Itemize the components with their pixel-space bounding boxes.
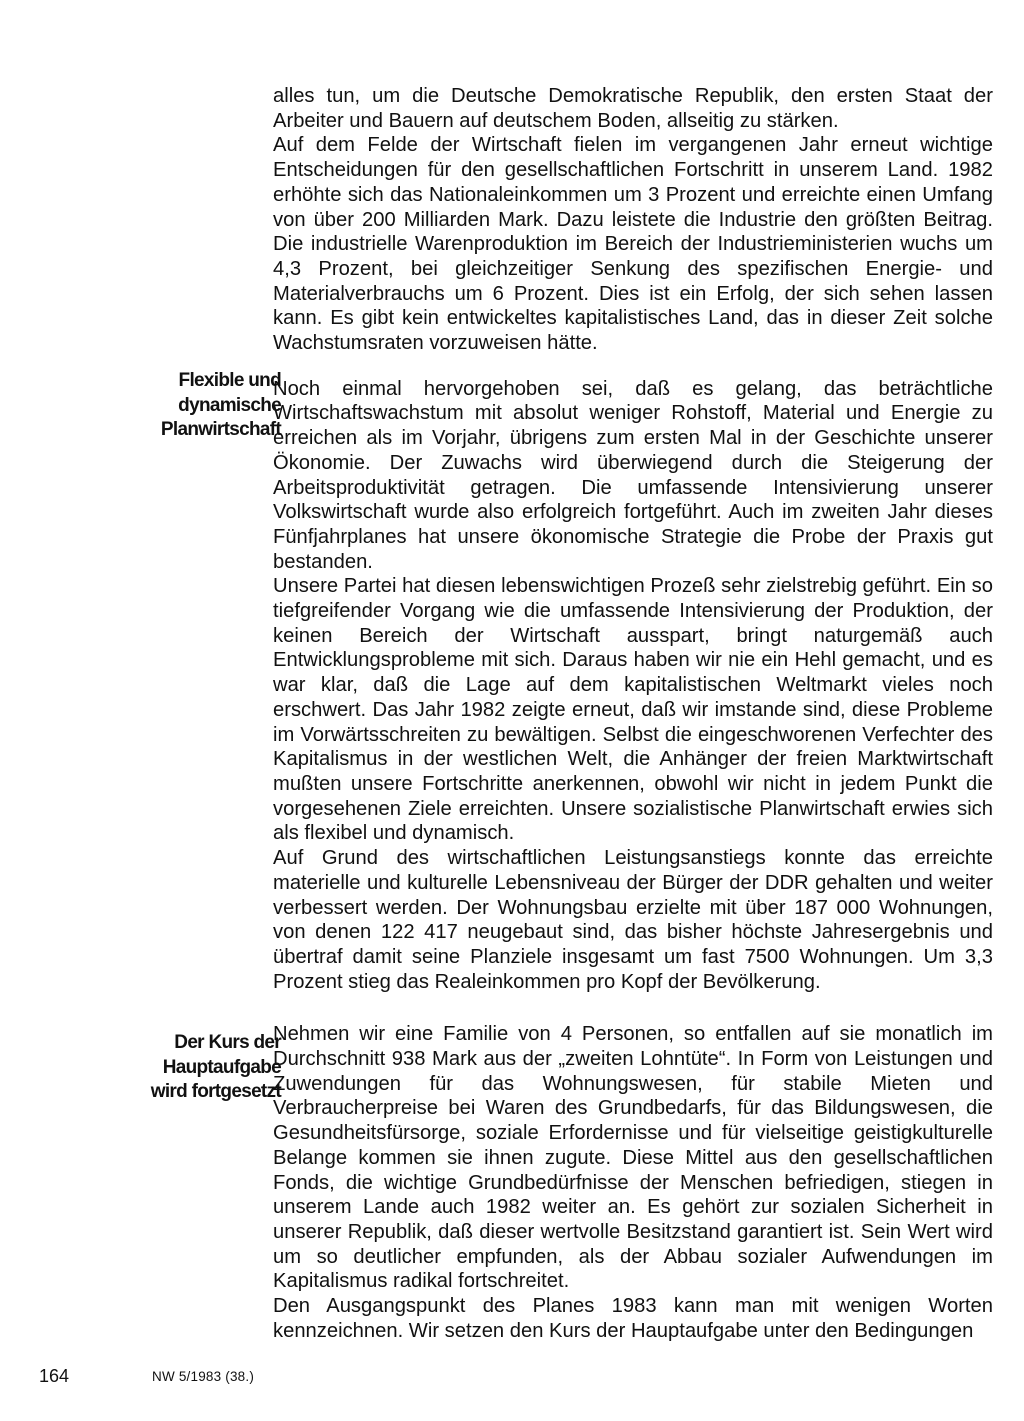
- paragraph: alles tun, um die Deutsche Demokratische Republik, den ersten Staat der Arbeiter und Bauern auf deutschem Boden, allseitig zu stärken.: [273, 85, 993, 132]
- paragraph: Noch einmal hervorgehoben sei, daß es gelang, das beträchtliche Wirtschaftswachstum mit absolut weniger Rohstoff, Material und Energie zu erreichen als im Vorjahr, übrigens zum ersten Mal in der Geschichte unserer Ökonomie. Der Zuwachs wird überwiegend durch die Steigerung der Arbeitsproduktivität getragen. Die umfassende Intensivierung unserer Volkswirtschaft wurde also erfolgreich fortgeführt. Auch im zweiten Jahr dieses Fünfjahrplanes hat unsere ökonomische Strategie die Probe der Praxis gut bestanden.: [273, 377, 993, 573]
- paragraph: Auf Grund des wirtschaftlichen Leistungsanstiegs konnte das erreichte materielle und kulturelle Lebensniveau der Bürger der DDR gehalten und weiter verbessert werden. Der Wohnungsbau erzielte mit über 187 000 Wohnungen, von denen 122 417 neugebaut sind, das bisher höchste Jahresergebnis und übertraf damit seine Planziele insgesamt um fast 7500 Wohnungen. Um 3,3 Prozent stieg das Realeinkommen pro Kopf der Bevölkerung.: [273, 847, 993, 993]
- marginal-heading-flexible-planwirtschaft: Flexible und dynamische Planwirtschaft: [160, 370, 281, 440]
- page-footer: [0, 1366, 1024, 1396]
- text-section-2: [273, 377, 993, 995]
- marginal-heading-kurs-hauptaufgabe: Der Kurs der Hauptaufgabe wird fortgesetzt: [150, 1032, 281, 1102]
- paragraph: Nehmen wir eine Familie von 4 Personen, so entfallen auf sie monatlich im Durchschnitt 938 Mark aus der „zweiten Lohntüte“. In Form von Leistungen und Zuwendungen für das Wohnungswesen, für stabile Mieten und Verbraucherpreise bei Waren des Grundbedarfs, für das Bildungswesen, die Gesundheitsfürsorge, soziale Erfordernisse und für vielseitige geistigkulturelle Belange kommen sie ihnen zugute. Diese Mittel aus den gesellschaftlichen Fonds, die wichtige Grundbedürfnisse der Menschen befriedigen, stiegen in unserem Lande auch 1982 weiter an. Es gehört zur sozialen Sicherheit in unserer Republik, daß dieser wertvolle Besitzstand garantiert ist. Sein Wert wird um so deutlicher empfunden, als der Abbau sozialer Aufwendungen im Kapitalismus radikal fortschreitet.: [273, 1023, 993, 1293]
- paragraph: Unsere Partei hat diesen lebenswichtigen Prozeß sehr zielstrebig geführt. Ein so tiefgreifender Vorgang wie die umfassende Intensivierung der Produktion, der keinen Bereich der Wirtschaft ausspart, bringt naturgemäß auch Entwicklungsprobleme mit sich. Daraus haben wir nie ein Hehl gemacht, und es war klar, daß die Lage auf dem kapitalistischen Weltmarkt vieles noch erschwert. Das Jahr 1982 zeigte erneut, daß wir imstande sind, diese Probleme im Vorwärtsschreiten zu bewältigen. Selbst die eingeschworenen Verfechter des Kapitalismus in der westlichen Welt, die Anhänger der freien Marktwirtschaft mußten unsere Fortschritte anerkennen, obwohl wir nicht in jedem Punkt die vorgesehenen Ziele erreichten. Unsere sozialistische Planwirtschaft erwies sich als flexibel und dynamisch.: [273, 575, 993, 845]
- journal-reference: NW 5/1983 (38.): [152, 1369, 255, 1384]
- paragraph: Den Ausgangspunkt des Planes 1983 kann man mit wenigen Worten kennzeichnen. Wir setzen den Kurs der Hauptaufgabe unter den Bedingungen: [273, 1295, 993, 1342]
- text-section-3: [273, 1022, 993, 1343]
- page-number: 164: [39, 1366, 70, 1386]
- main-text-column: [273, 84, 993, 1343]
- paragraph: Auf dem Felde der Wirtschaft fielen im vergangenen Jahr erneut wichtige Entscheidungen für den gesellschaftlichen Fortschritt in unserem Land. 1982 erhöhte sich das Nationaleinkommen um 3 Prozent und erreichte einen Umfang von über 200 Milliarden Mark. Dazu leistete die Industrie den größten Beitrag. Die industrielle Warenproduktion im Bereich der Industrieministerien wuchs um 4,3 Prozent, bei gleichzeitiger Senkung des spezifischen Energie- und Materialverbrauchs um 6 Prozent. Dies ist ein Erfolg, der sich sehen lassen kann. Es gibt kein entwickeltes kapitalistisches Land, das in dieser Zeit solche Wachstumsraten vorzuweisen hätte.: [273, 134, 993, 355]
- text-section-1: [273, 84, 993, 356]
